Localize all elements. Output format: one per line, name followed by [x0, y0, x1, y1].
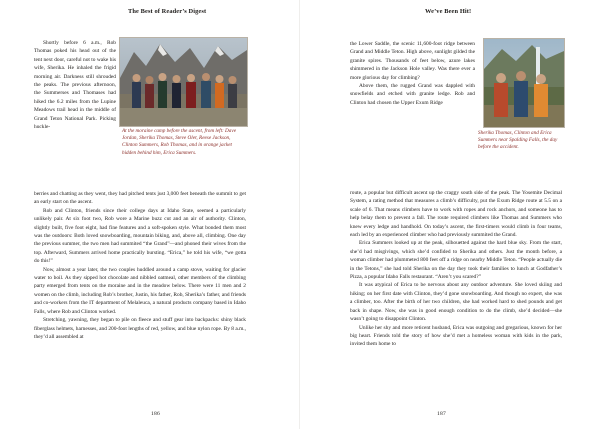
body-paragraph: Above them, the rugged Grand was dappled with snowfields and etched with granite ledge. Rob and Clinton had chosen the Upper Exum Ridge — [350, 83, 475, 106]
text-column — [34, 190, 246, 341]
body-paragraph: Erica Summers looked up at the peak, silhouetted against the hard blue sky. From the start, she’d had misgivings, which she’d confided to Sherika and others. Just the month before, a woman climber had plummeted 800 feet off a ridge on nearby Middle Teton. “People actually die in the Tetons,” she had told Sherika on the day they took their families to lunch at Godfather’s Pizza, a popular Idaho Falls restaurant. “Aren’t you scared?” — [350, 240, 562, 281]
body-paragraph: Now, almost a year later, the two couples huddled around a camp stove, waiting for glacier water to boil. As they sipped hot chocolate and nibbled oatmeal, other members of the climbing party emerged from tents on the moraine and in the meadow below. There were 11 men and 2 women on the climb, including Rob’s brother, Justin, his father, Rob, Sherika’s father, and friends and co-workers from the IT department of Melaleuca, a natural products company based in Idaho Falls, where Rob and Clinton worked. — [34, 266, 246, 315]
photo-caption: At the moraine camp before the ascent, from left: Dave Jordan, Sherika Thomas, Steve Oler, Reese Jackson, Clinton Summers, Rob Thomas, and in orange jacket hidden behind him, Erica Summers. — [122, 128, 236, 156]
body-paragraph: the Lower Saddle, the scenic 11,600-foot ridge between Grand and Middle Teton. High above, sunlight gilded the granite spires. Thousands of feet below, azure lakes shimmered in the Jackson Hole valley. Was there ever a more glorious day for climbing? — [350, 41, 475, 81]
body-paragraph: Stretching, yawning, they began to pile on fleece and stuff gear into backpacks: shiny black fiberglass helmets, harnesses, and 200-foot lengths of red, yellow, and blue nylon rope. By 8 a.m., they’d all assembled at — [34, 317, 246, 340]
narrow-text-column — [350, 40, 475, 107]
running-head: We’ve Been Hit! — [425, 8, 472, 15]
body-paragraph: Rob and Clinton, friends since their college days at Idaho State, seemed a particularly unlikely pair. At six foot two, Rob wore a Marine buzz cut and an air of authority. Clinton, slightly built, five foot eight, had fine features and a soft-spoken style. What bonded them most was the outdoors: Both loved snowboarding, mountain biking, and, above all, climbing. One day the previous summer, the two men had summited “the Grand”—and phoned their wives from the top. Afterward, Summers arrived home practically bursting. “Erica,” he told his wife, “we gotta do this!” — [34, 207, 246, 265]
trio-photo — [483, 38, 565, 128]
page-number: 187 — [437, 411, 446, 417]
body-paragraph: berries and chatting as they went, they had pitched tents just 3,000 feet beneath the summit to get an early start on the ascent. — [34, 191, 246, 206]
photo-caption: Sherika Thomas, Clinton and Erica Summers near Spalding Falls, the day before the accident. — [478, 130, 558, 151]
narrow-text-column — [34, 39, 116, 131]
right-page — [300, 0, 600, 429]
running-head: The Best of Reader’s Digest — [128, 8, 207, 15]
text-column — [350, 189, 562, 349]
page-number: 186 — [151, 411, 160, 417]
body-paragraph: Unlike her shy and more reticent husband, Erica was outgoing and gregarious, known for her big heart. Friends told the story of how she’d met a homeless woman with kids in the park, invited them home to — [350, 324, 562, 348]
waterfall-group-photo-icon — [484, 39, 564, 127]
body-paragraph: Shortly before 6 a.m., Rob Thomas poked his head out of the tent next door, careful not to wake his wife, Sherika. He inhaled the frigid morning air. Darkness still shrouded the peaks. The previous afternoon, the Summerses and Thomases had hiked the 6.2 miles from the Lupine Meadows trail head in the middle of Grand Teton National Park. Picking huckle- — [34, 40, 116, 131]
climbing-party-photo — [119, 37, 248, 127]
body-paragraph: It was atypical of Erica to be nervous about any outdoor adventure. She loved skiing and hiking; on her first date with Clinton, they’d gone snowboarding. And though no expert, she was a climber, too. After the birth of her two children, she had worked hard to shed pounds and get back in shape. Now, she was in good enough condition to do the climb, she’d decided—she wasn’t going to disappoint Clinton. — [350, 282, 562, 323]
mountain-group-photo-icon — [120, 38, 247, 126]
body-paragraph: route, a popular but difficult ascent up the craggy south side of the peak. The Yosemite Decimal System, a rating method that measures a climb’s difficulty, put the Exum Ridge route at 5.5 on a scale of 6. That means climbers have to work with ropes and rock anchors, and someone has to help belay them to prevent a fall. The route required climbers like Thomas and Summers who knew every ledge and handhold. On today’s ascent, the first-timers would climb in four teams, each led by an experienced climber who had previously summited the Grand. — [350, 190, 562, 239]
